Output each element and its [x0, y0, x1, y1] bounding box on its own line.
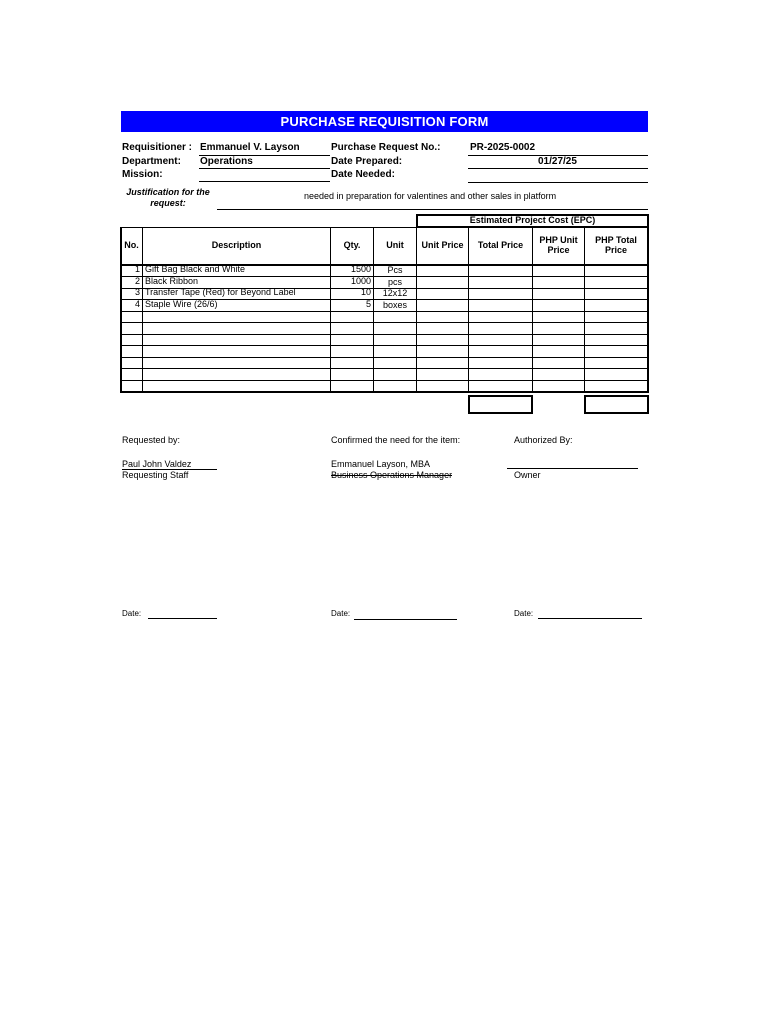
header-qty: Qty. [343, 240, 361, 250]
requested-by-name: Paul John Valdez [122, 459, 192, 469]
row-qty[interactable]: 1000 [350, 276, 371, 286]
date-line-requested[interactable] [148, 618, 217, 619]
epc-header: Estimated Project Cost (EPC) [469, 215, 596, 225]
department-label: Department: [122, 156, 181, 167]
date-label-authorized: Date: [514, 609, 534, 618]
header-php-unit-price: PHP Unit Price [539, 235, 578, 255]
row-unit[interactable]: pcs [387, 277, 402, 287]
row-description[interactable]: Staple Wire (26/6) [145, 299, 218, 309]
row-unit[interactable]: 12x12 [382, 288, 408, 298]
row-description[interactable]: Gift Bag Black and White [145, 264, 246, 274]
date-needed-label: Date Needed: [331, 169, 395, 180]
row-no: 3 [134, 287, 140, 297]
header-total-price: Total Price [477, 240, 524, 250]
row-no: 2 [134, 276, 140, 286]
header-no: No. [124, 240, 139, 250]
date-prepared-label: Date Prepared: [331, 156, 403, 167]
requisitioner-label: Requisitioner : [122, 142, 193, 153]
date-line-confirmed[interactable] [354, 619, 457, 620]
department-value[interactable]: Operations [200, 156, 253, 167]
requested-by-title: Requesting Staff [122, 470, 189, 480]
date-prepared-value[interactable]: 01/27/25 [538, 156, 577, 167]
date-label-requested: Date: [122, 609, 142, 618]
date-label-confirmed: Date: [331, 609, 351, 618]
form-title: PURCHASE REQUISITION FORM [121, 111, 648, 132]
row-description[interactable]: Transfer Tape (Red) for Beyond Label [145, 287, 296, 297]
requested-by-label: Requested by: [122, 435, 181, 445]
authorized-by-label: Authorized By: [514, 435, 573, 445]
pr-number-value[interactable]: PR-2025-0002 [470, 142, 536, 153]
header-description: Description [211, 240, 262, 250]
header-unit-price: Unit Price [421, 240, 464, 250]
header-php-total-price: PHP Total Price [595, 235, 637, 255]
authorized-title: Owner [514, 470, 541, 480]
mission-label: Mission: [122, 169, 163, 180]
pr-number-label: Purchase Request No.: [331, 142, 441, 153]
row-no: 1 [134, 264, 140, 274]
total-price-box[interactable] [468, 395, 533, 414]
confirmed-title: Business Operations Manager [331, 470, 453, 480]
date-line-authorized[interactable] [538, 618, 642, 619]
row-qty[interactable]: 5 [365, 299, 371, 309]
justification-label: Justification for the request: [126, 187, 210, 208]
row-unit[interactable]: Pcs [387, 265, 403, 275]
confirmed-label: Confirmed the need for the item: [331, 435, 461, 445]
php-total-box[interactable] [584, 395, 649, 414]
justification-value[interactable]: needed in preparation for valentines and other sales in platform [304, 191, 557, 201]
confirmed-name: Emmanuel Layson, MBA [331, 459, 431, 469]
row-no: 4 [134, 299, 140, 309]
row-description[interactable]: Black Ribbon [145, 276, 199, 286]
row-unit[interactable]: boxes [382, 300, 408, 310]
requisitioner-value[interactable]: Emmanuel V. Layson [200, 142, 300, 153]
row-qty[interactable]: 10 [360, 287, 371, 297]
row-qty[interactable]: 1500 [350, 264, 371, 274]
header-unit: Unit [386, 240, 404, 250]
